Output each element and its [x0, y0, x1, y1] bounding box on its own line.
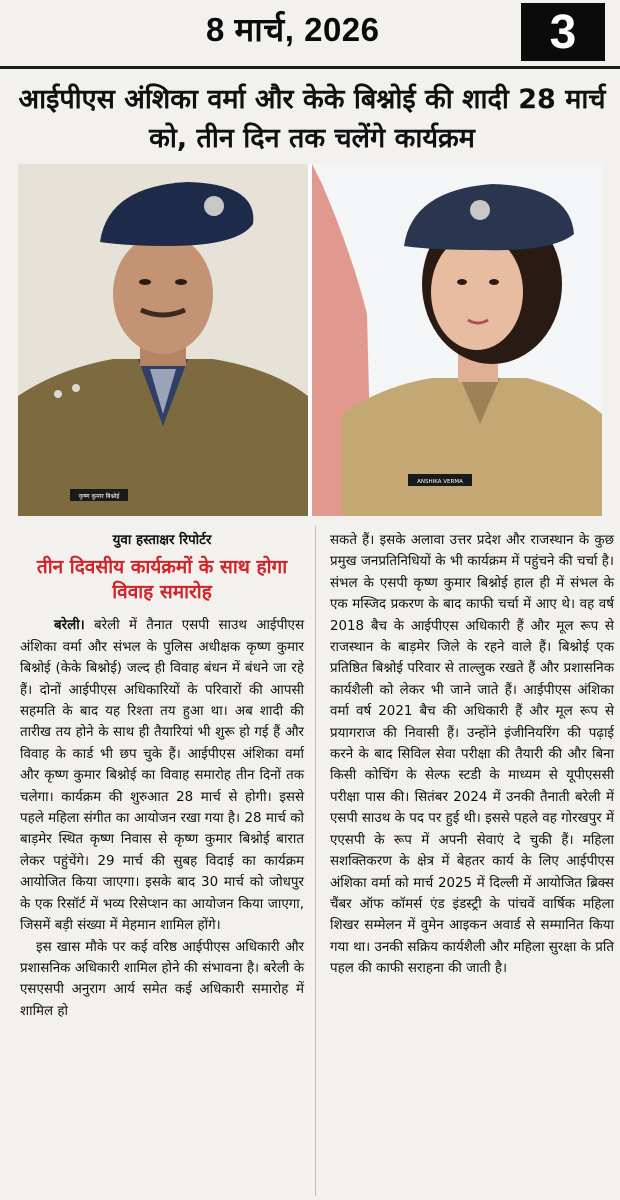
article-subhead: तीन दिवसीय कार्यक्रमों के साथ होगा विवाह समारोह — [36, 556, 288, 604]
right-nameplate-text: ANSHIKA VERMA — [417, 479, 463, 485]
dateline: बरेली। — [54, 618, 85, 634]
issue-date: 8 मार्च, 2026 — [206, 11, 380, 48]
byline: युवा हस्ताक्षर रिपोर्टर — [112, 533, 212, 548]
article-column-left — [20, 530, 304, 1022]
article-paragraph: इस खास मौके पर कई वरिष्ठ आईपीएस अधिकारी और प्रशासनिक अधिकारी शामिल होने की संभावना है। बरेली के एसएसपी अनुराग आर्य समेत कई अधिकारी समारोह में शामिल हो — [20, 939, 304, 1019]
photo-officer-male — [18, 164, 308, 516]
masthead-rule — [0, 66, 620, 69]
article-paragraph — [20, 615, 304, 936]
article-paragraph-continued: सकते हैं। इसके अलावा उत्तर प्रदेश और राजस्थान के कुछ प्रमुख जनप्रतिनिधियों के भी कार्यक्रम में पहुंचने की चर्चा है। संभल के एसपी कृष्ण कुमार बिश्नोई हाल ही में संभल के एक मस्जिद प्रकरण के बाद काफी चर्चा में आए थे। वह वर्ष 2018 बैच के आईपीएस अधिकारी हैं और मूल रूप से राजस्थान के बाड़मेर जिले के रहने वाले हैं। बिश्नोई एक प्रतिष्ठित बिश्नोई परिवार से ताल्लुक रखते हैं और प्रशासनिक कार्यशैली को लेकर भी जाने जाते हैं। आईपीएस अंशिका वर्मा वर्ष 2021 बैच की अधिकारी हैं और मूल रूप से प्रयागराज की निवासी हैं। उन्होंने इंजीनियरिंग की पढ़ाई करने के बाद सिविल सेवा परीक्षा की तैयारी की और बिना किसी कोचिंग के सेल्फ स्टडी के माध्यम से यूपीएससी परीक्षा पास की। सितंबर 2024 में उनकी तैनाती बरेली में एसपी साउथ के पद पर हुई थी। इससे पहले वह गोरखपुर में एएसपी के रूप में अपनी सेवाएं दे चुकी हैं। महिला सशक्तिकरण के क्षेत्र में बेहतर कार्य के लिए आईपीएस अंशिका वर्मा को मार्च 2025 में दिल्ली में आयोजित ब्रिक्स चैंबर ऑफ कॉमर्स एंड इंडस्ट्री के पांचवें वार्षिक महिला शिखर सम्मेलन में वुमेन आइकन अवार्ड से सम्मानित किया गया था। उनकी सक्रिय कार्यशैली और महिला सुरक्षा के प्रति पहल की काफी सराहना की जाती है। — [330, 533, 614, 977]
photo-officer-female — [312, 164, 602, 516]
masthead — [0, 0, 620, 64]
column-divider — [315, 526, 316, 1196]
article-paragraph-body: बरेली में तैनात एसपी साउथ आईपीएस अंशिका वर्मा और संभल के पुलिस अधीक्षक कृष्ण कुमार बिश्नोई (केके बिश्नोई) जल्द ही विवाह बंधन में बंधने जा रहे हैं। दोनों आईपीएस अधिकारियों के परिवारों की आपसी सहमति के बाद यह रिश्ता तय हुआ था। अब शादी की तारीख तय होने के साथ ही तैयारियां भी शुरू हो गई हैं और विवाह के कार्ड भी छप चुके हैं। आईपीएस अंशिका वर्मा और कृष्ण कुमार बिश्नोई का विवाह समारोह तीन दिनों तक चलेगा। कार्यक्रम की शुरुआत 28 मार्च से होगी। इससे पहले महिला संगीत का आयोजन रखा गया है। 28 मार्च को बाड़मेर स्थित कृष्ण निवास से कृष्ण कुमार बिश्नोई बारात लेकर पहुंचेंगे। 29 मार्च की सुबह विदाई का कार्यक्रम आयोजित किया जाएगा। इसके बाद 30 मार्च को जोधपुर के एक रिसॉर्ट में भव्य रिसेप्शन का आयोजन किया जाएगा, जिसमें बड़ी संख्या में मेहमान शामिल होंगे। — [20, 618, 304, 934]
article-column-right — [330, 530, 614, 980]
left-nameplate-text: कृष्ण कुमार बिश्नोई — [78, 493, 120, 500]
headline: आईपीएस अंशिका वर्मा और केके बिश्नोई की शादी 28 मार्च को, तीन दिन तक चलेंगे कार्यक्रम — [18, 84, 606, 154]
page-number: 3 — [521, 3, 605, 61]
photo-strip — [18, 164, 602, 516]
